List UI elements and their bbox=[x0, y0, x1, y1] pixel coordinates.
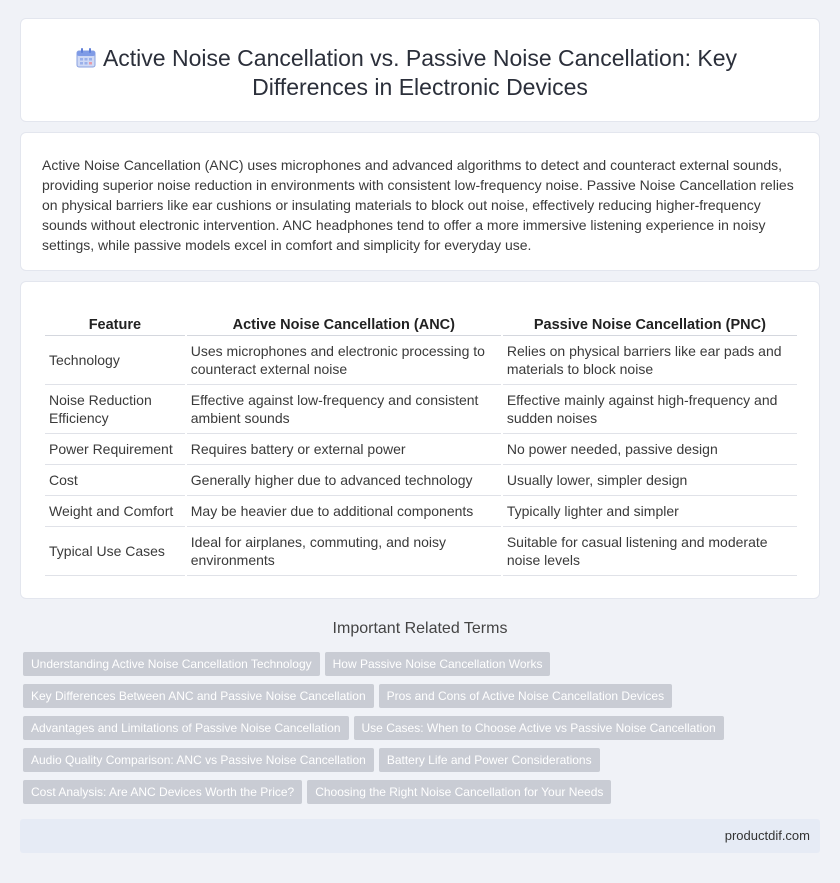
related-term-tag[interactable]: Cost Analysis: Are ANC Devices Worth the Price? bbox=[23, 780, 302, 804]
table-cell: Suitable for casual listening and moderate noise levels bbox=[503, 527, 797, 576]
table-cell: Typical Use Cases bbox=[45, 527, 185, 576]
table-row bbox=[45, 385, 797, 434]
table-header-row bbox=[45, 316, 797, 336]
table-row bbox=[45, 496, 797, 527]
related-term-tag[interactable]: Understanding Active Noise Cancellation Technology bbox=[23, 652, 320, 676]
table-cell: Effective against low-frequency and consistent ambient sounds bbox=[187, 385, 501, 434]
table-cell: Ideal for airplanes, commuting, and noisy environments bbox=[187, 527, 501, 576]
tags-row bbox=[23, 716, 729, 740]
related-term-tag[interactable]: Use Cases: When to Choose Active vs Passive Noise Cancellation bbox=[354, 716, 724, 740]
comparison-card bbox=[20, 281, 820, 599]
intro-card bbox=[20, 132, 820, 271]
related-term-tag[interactable]: Audio Quality Comparison: ANC vs Passive Noise Cancellation bbox=[23, 748, 374, 772]
table-cell: May be heavier due to additional components bbox=[187, 496, 501, 527]
related-term-tag[interactable]: Pros and Cons of Active Noise Cancellation Devices bbox=[379, 684, 672, 708]
table-cell: Weight and Comfort bbox=[45, 496, 185, 527]
table-cell: No power needed, passive design bbox=[503, 434, 797, 465]
related-term-tag[interactable]: Key Differences Between ANC and Passive Noise Cancellation bbox=[23, 684, 374, 708]
table-cell: Cost bbox=[45, 465, 185, 496]
tags-row bbox=[23, 780, 616, 804]
table-row bbox=[45, 465, 797, 496]
table-cell: Noise Reduction Efficiency bbox=[45, 385, 185, 434]
related-term-tag[interactable]: How Passive Noise Cancellation Works bbox=[325, 652, 551, 676]
table-cell: Power Requirement bbox=[45, 434, 185, 465]
header-anc: Active Noise Cancellation (ANC) bbox=[187, 316, 501, 336]
related-term-tag[interactable]: Advantages and Limitations of Passive Noise Cancellation bbox=[23, 716, 349, 740]
tags-row bbox=[23, 652, 555, 676]
footer bbox=[20, 819, 820, 853]
tags-row bbox=[23, 684, 677, 708]
page-title: Active Noise Cancellation vs. Passive Noise Cancellation: Key Differences in Electronic Devices bbox=[102, 45, 738, 100]
tags-row bbox=[23, 748, 605, 772]
table-cell: Usually lower, simpler design bbox=[503, 465, 797, 496]
table-cell: Relies on physical barriers like ear pads and materials to block noise bbox=[503, 336, 797, 385]
related-term-tag[interactable]: Battery Life and Power Considerations bbox=[379, 748, 600, 772]
related-terms-heading: Important Related Terms bbox=[332, 620, 508, 637]
related-term-tag[interactable]: Choosing the Right Noise Cancellation for Your Needs bbox=[307, 780, 611, 804]
table-row bbox=[45, 434, 797, 465]
table-cell: Effective mainly against high-frequency and sudden noises bbox=[503, 385, 797, 434]
table-row bbox=[45, 336, 797, 385]
table-row bbox=[45, 527, 797, 576]
header-card bbox=[20, 18, 820, 122]
table-cell: Uses microphones and electronic processing to counteract external noise bbox=[187, 336, 501, 385]
header-feature: Feature bbox=[45, 316, 185, 336]
header-pnc: Passive Noise Cancellation (PNC) bbox=[503, 316, 797, 336]
comparison-table bbox=[43, 316, 799, 576]
table-cell: Requires battery or external power bbox=[187, 434, 501, 465]
table-cell: Technology bbox=[45, 336, 185, 385]
intro-paragraph: Active Noise Cancellation (ANC) uses microphones and advanced algorithms to detect and counteract external sounds, providing superior noise reduction in environments with consistent low-frequency noise. Passive Noise Cancellation relies on physical barriers like ear cushions or insulating materials to block out noise, effectively reducing higher-frequency sounds without electronic intervention. ANC headphones tend to offer a more immersive listening experience in noisy settings, while passive models excel in comfort and simplicity for everyday use. bbox=[42, 157, 794, 253]
footer-site-link[interactable]: productdif.com bbox=[724, 828, 810, 843]
table-cell: Typically lighter and simpler bbox=[503, 496, 797, 527]
table-cell: Generally higher due to advanced technology bbox=[187, 465, 501, 496]
